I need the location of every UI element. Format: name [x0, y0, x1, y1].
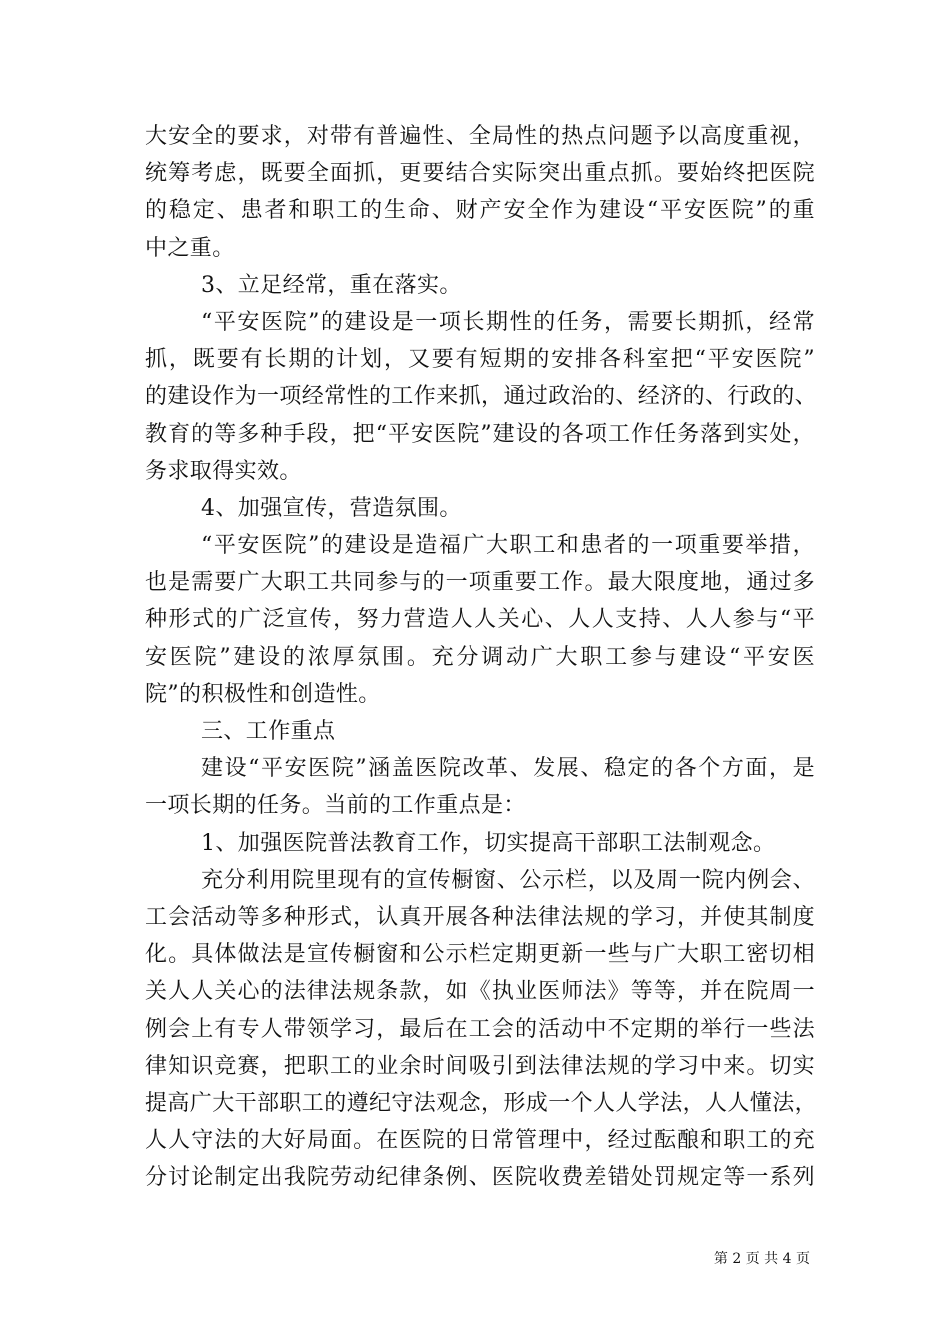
text-line: 种形式的广泛宣传，努力营造人人关心、人人支持、人人参与“平: [145, 607, 815, 633]
text-line: 建设“平安医院”涵盖医院改革、发展、稳定的各个方面，是: [201, 756, 815, 782]
text-line: 律知识竞赛，把职工的业余时间吸引到法律法规的学习中来。切实: [145, 1053, 815, 1079]
text-line: 务求取得实效。: [145, 458, 302, 484]
text-line: 例会上有专人带领学习，最后在工会的活动中不定期的举行一些法: [145, 1016, 815, 1042]
text-line: 一项长期的任务。当前的工作重点是：: [145, 793, 526, 819]
text-line: 关人人关心的法律法规条款，如《执业医师法》等等，并在院周一: [145, 979, 815, 1005]
text-line: 提高广大干部职工的遵纪守法观念，形成一个人人学法，人人懂法，: [145, 1090, 818, 1116]
page-number: 第 2 页 共 4 页: [713, 1251, 810, 1267]
text-line: 分讨论制定出我院劳动纪律条例、医院收费差错处罚规定等一系列: [145, 1165, 815, 1191]
text-line: “平安医院”的建设是一项长期性的任务，需要长期抓，经常: [201, 309, 815, 335]
text-line: 人人守法的大好局面。在医院的日常管理中，经过酝酿和职工的充: [145, 1128, 815, 1154]
text-line: 充分利用院里现有的宣传橱窗、公示栏，以及周一院内例会、: [201, 867, 815, 893]
section-heading: 4、加强宣传，营造氛围。: [201, 495, 462, 521]
text-line: 化。具体做法是宣传橱窗和公示栏定期更新一些与广大职工密切相: [145, 942, 815, 968]
section-heading: 三、工作重点: [201, 719, 336, 744]
text-line: “平安医院”的建设是造福广大职工和患者的一项重要举措，: [201, 533, 815, 559]
document-body: [145, 118, 818, 1196]
text-line: 大安全的要求，对带有普遍性、全局性的热点问题予以高度重视，: [145, 124, 815, 149]
text-line: 的建设作为一项经常性的工作来抓，通过政治的、经济的、行政的、: [145, 384, 818, 410]
text-line: 抓，既要有长期的计划，又要有短期的安排各科室把“平安医院”: [145, 347, 815, 373]
section-heading: 3、立足经常，重在落实。: [201, 272, 462, 298]
text-line: 中之重。: [145, 235, 235, 261]
section-heading: 1、加强医院普法教育工作，切实提高干部职工法制观念。: [201, 830, 776, 856]
text-line: 教育的等多种手段，把“平安医院”建设的各项工作任务落到实处，: [145, 421, 815, 447]
text-line: 也是需要广大职工共同参与的一项重要工作。最大限度地，通过多: [145, 570, 815, 596]
text-line: 的稳定、患者和职工的生命、财产安全作为建设“平安医院”的重: [145, 198, 815, 224]
text-line: 安医院”建设的浓厚氛围。充分调动广大职工参与建设“平安医: [145, 644, 815, 670]
text-line: 统筹考虑，既要全面抓，更要结合实际突出重点抓。要始终把医院: [145, 161, 815, 187]
text-line: 工会活动等多种形式，认真开展各种法律法规的学习，并使其制度: [145, 904, 815, 930]
text-line: 院”的积极性和创造性。: [145, 681, 381, 707]
